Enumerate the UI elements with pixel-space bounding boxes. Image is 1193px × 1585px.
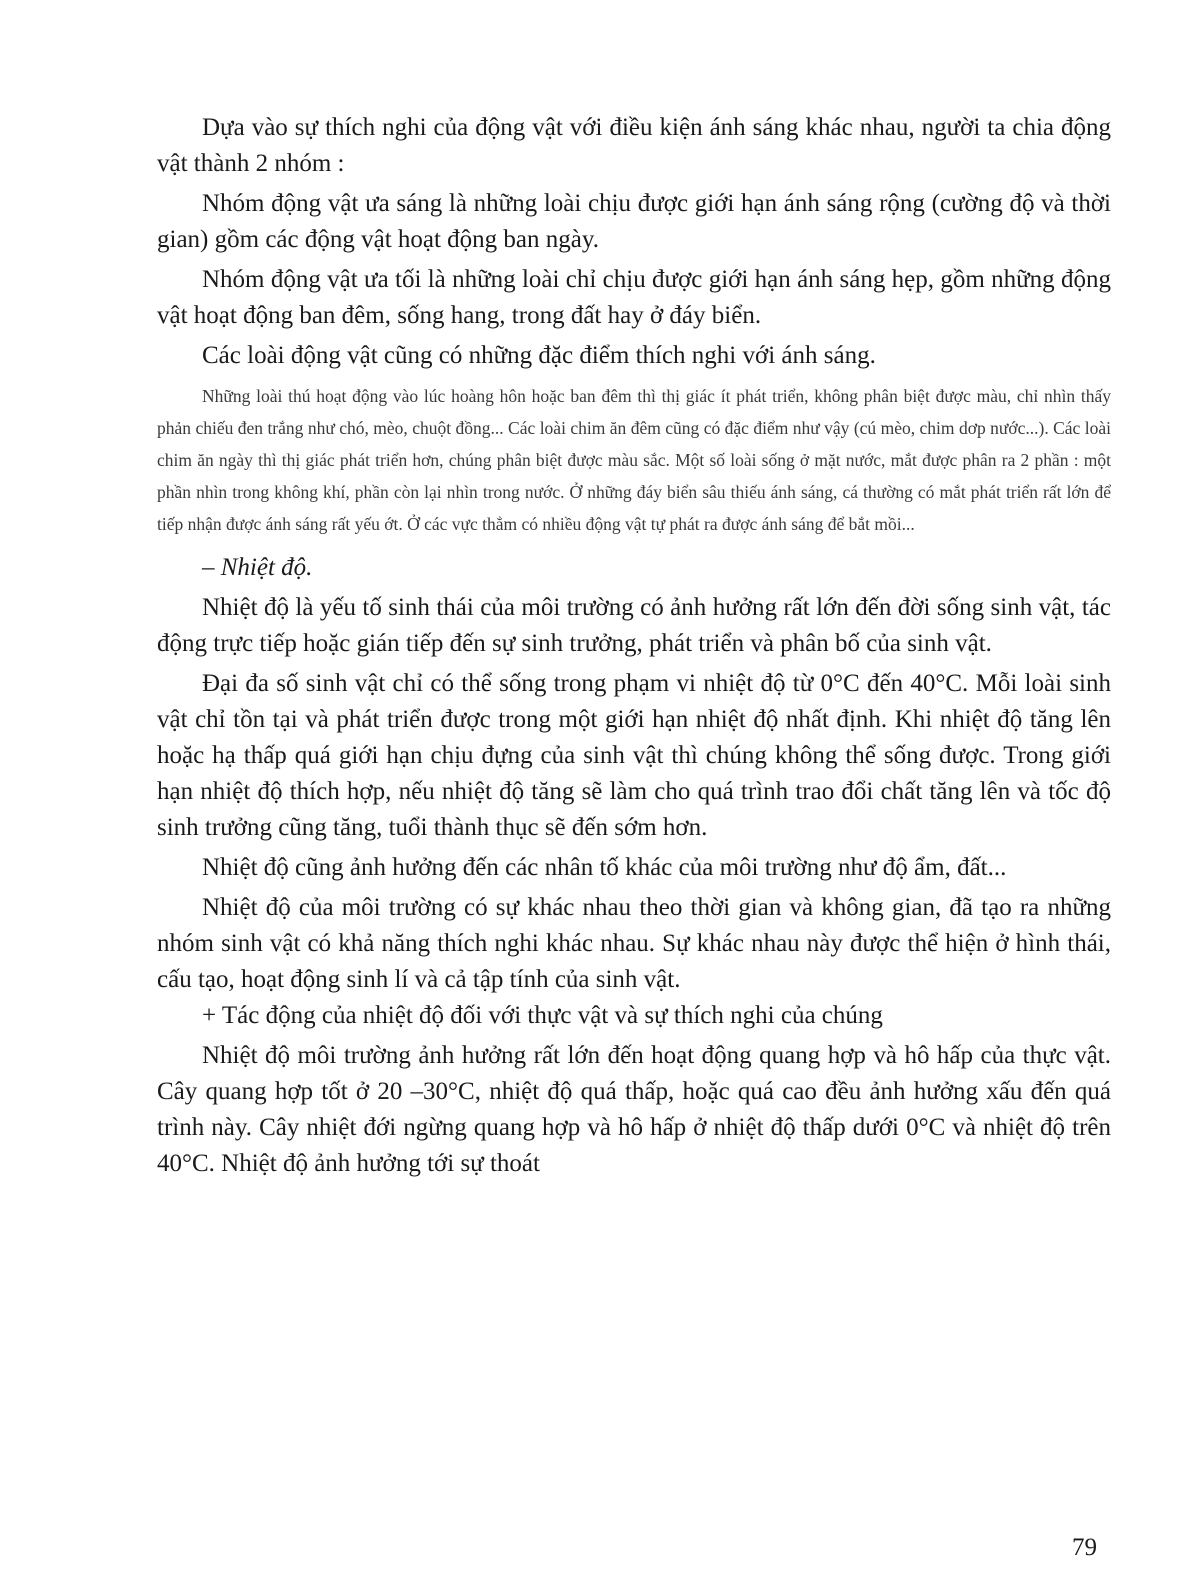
- paragraph-temperature-range: Đại đa số sinh vật chỉ có thể sống trong phạm vi nhiệt độ từ 0°C đến 40°C. Mỗi loài sinh vật chỉ tồn tại và phát triển được trong một giới hạn nhiệt độ nhất định. Khi nhiệt độ tăng lên hoặc hạ thấp quá giới hạn chịu đựng của sinh vật thì chúng không thể sống được. Trong giới hạn nhiệt độ thích hợp, nếu nhiệt độ tăng sẽ làm cho quá trình trao đổi chất tăng lên và tốc độ sinh trưởng cũng tăng, tuổi thành thục sẽ đến sớm hơn.: [157, 670, 1111, 841]
- paragraph-dark-loving-animals: Nhóm động vật ưa tối là những loài chỉ chịu được giới hạn ánh sáng hẹp, gồm những động vật hoạt động ban đêm, sống hang, trong đất hay ở đáy biển.: [157, 266, 1111, 329]
- paragraph-light-loving-animals: Nhóm động vật ưa sáng là những loài chịu được giới hạn ánh sáng rộng (cường độ và thời gian) gồm các động vật hoạt động ban ngày.: [157, 190, 1111, 253]
- paragraph-light-adaptation-features: Các loài động vật cũng có những đặc điểm thích nghi với ánh sáng.: [202, 342, 876, 369]
- paragraph-temperature-variation: Nhiệt độ của môi trường có sự khác nhau theo thời gian và không gian, đã tạo ra những nhóm sinh vật có khả năng thích nghi khác nhau. Sự khác nhau này được thể hiện ở hình thái, cấu tạo, hoạt động sinh lí và cả tập tính của sinh vật.: [157, 894, 1111, 993]
- paragraph-temperature-definition: Nhiệt độ là yếu tố sinh thái của môi trường có ảnh hưởng rất lớn đến đời sống sinh vật, tác động trực tiếp hoặc gián tiếp đến sự sinh trưởng, phát triển và phân bố của sinh vật.: [157, 594, 1111, 657]
- page-content: [157, 110, 1111, 1182]
- section-heading-temperature: – Nhiệt độ.: [202, 554, 313, 581]
- paragraph-plant-photosynthesis: Nhiệt độ môi trường ảnh hưởng rất lớn đến hoạt động quang hợp và hô hấp của thực vật. Cây quang hợp tốt ở 20 –30°C, nhiệt độ quá thấp, hoặc quá cao đều ảnh hưởng xấu đến quá trình này. Cây nhiệt đới ngừng quang hợp và hô hấp ở nhiệt độ thấp dưới 0°C và nhiệt độ trên 40°C. Nhiệt độ ảnh hưởng tới sự thoát: [157, 1042, 1111, 1177]
- paragraph-light-adaptation-intro: Dựa vào sự thích nghi của động vật với điều kiện ánh sáng khác nhau, người ta chia động vật thành 2 nhóm :: [157, 114, 1111, 177]
- small-print-note: Những loài thú hoạt động vào lúc hoàng hôn hoặc ban đêm thì thị giác ít phát triển, không phân biệt được màu, chỉ nhìn thấy phản chiếu đen trắng như chó, mèo, chuột đồng... Các loài chim ăn đêm cũng có đặc điểm như vậy (cú mèo, chim dơp nước...). Các loài chim ăn ngày thì thị giác phát triển hơn, chúng phân biệt được màu sắc. Một số loài sống ở mặt nước, mắt được phân ra 2 phần : một phần nhìn trong không khí, phần còn lại nhìn trong nước. Ở những đáy biển sâu thiếu ánh sáng, cá thường có mắt phát triển rất lớn để tiếp nhận được ánh sáng rất yếu ớt. Ở các vực thẳm có nhiều động vật tự phát ra được ánh sáng để bắt mồi...: [157, 386, 1111, 534]
- paragraph-plant-temperature-subheading: + Tác động của nhiệt độ đối với thực vật và sự thích nghi của chúng: [202, 1002, 883, 1029]
- page-number: 79: [1072, 1534, 1097, 1561]
- paragraph-temperature-other-factors: Nhiệt độ cũng ảnh hưởng đến các nhân tố khác của môi trường như độ ẩm, đất...: [202, 854, 1007, 881]
